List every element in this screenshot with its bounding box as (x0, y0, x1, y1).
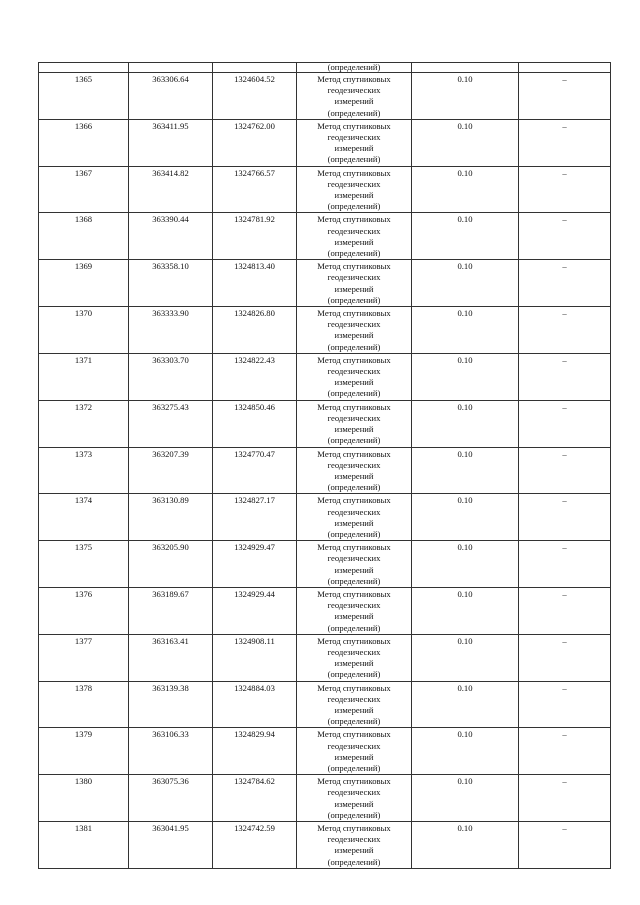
method-line: (определений) (327, 575, 381, 586)
cell-note: – (519, 400, 611, 447)
method-text (299, 729, 409, 774)
method-line: измерений (334, 517, 374, 528)
method-line: измерений (334, 704, 374, 715)
cell-x: 363189.67 (129, 587, 213, 634)
cell-method (297, 166, 412, 213)
method-text (299, 402, 409, 447)
method-line: геодезических (327, 787, 381, 798)
method-line: Метод спутниковых (317, 214, 391, 225)
method-line: геодезических (327, 693, 381, 704)
table-row (39, 260, 611, 307)
cell-accuracy: 0.10 (412, 822, 519, 869)
cell-accuracy: 0.10 (412, 119, 519, 166)
cell-note: – (519, 213, 611, 260)
method-line: (определений) (327, 294, 381, 305)
table-body (39, 63, 611, 869)
method-line: геодезических (327, 132, 381, 143)
method-text (299, 776, 409, 821)
method-line: Метод спутниковых (317, 308, 391, 319)
cell-y: 1324766.57 (213, 166, 297, 213)
method-line: геодезических (327, 834, 381, 845)
method-line: измерений (334, 658, 374, 669)
cell-accuracy: 0.10 (412, 775, 519, 822)
method-line: геодезических (327, 225, 381, 236)
cell-number: 1377 (39, 634, 129, 681)
cell-x: 363390.44 (129, 213, 213, 260)
cell-x: 363333.90 (129, 307, 213, 354)
cell-accuracy: 0.10 (412, 494, 519, 541)
cell-note: – (519, 541, 611, 588)
cell-x: 363041.95 (129, 822, 213, 869)
cell-y: 1324770.47 (213, 447, 297, 494)
cell-number: 1373 (39, 447, 129, 494)
method-line: (определений) (327, 856, 381, 867)
method-text (299, 308, 409, 353)
table-row (39, 541, 611, 588)
method-line: геодезических (327, 646, 381, 657)
method-line: (определений) (327, 341, 381, 352)
cell-method (297, 260, 412, 307)
cell-method (297, 634, 412, 681)
cell-y: 1324827.17 (213, 494, 297, 541)
method-line: геодезических (327, 272, 381, 283)
cell-number: 1375 (39, 541, 129, 588)
cell-x: 363275.43 (129, 400, 213, 447)
cell-accuracy: 0.10 (412, 307, 519, 354)
table-row (39, 353, 611, 400)
method-line: (определений) (327, 762, 381, 773)
method-line: (определений) (327, 716, 381, 727)
cell-y (213, 63, 297, 73)
cell-number: 1366 (39, 119, 129, 166)
cell-number: 1374 (39, 494, 129, 541)
method-text (299, 261, 409, 306)
cell-method (297, 307, 412, 354)
table-row (39, 447, 611, 494)
cell-accuracy (412, 63, 519, 73)
method-line: измерений (334, 377, 374, 388)
cell-method (297, 447, 412, 494)
method-text (299, 823, 409, 868)
cell-note: – (519, 353, 611, 400)
cell-accuracy: 0.10 (412, 400, 519, 447)
table-row (39, 73, 611, 120)
method-line: измерений (334, 190, 374, 201)
cell-y: 1324742.59 (213, 822, 297, 869)
cell-accuracy: 0.10 (412, 541, 519, 588)
method-line: (определений) (327, 528, 381, 539)
method-line: геодезических (327, 600, 381, 611)
cell-y: 1324929.47 (213, 541, 297, 588)
method-line: Метод спутниковых (317, 401, 391, 412)
cell-number: 1367 (39, 166, 129, 213)
cell-x: 363130.89 (129, 494, 213, 541)
cell-y: 1324908.11 (213, 634, 297, 681)
cell-y: 1324929.44 (213, 587, 297, 634)
cell-method (297, 73, 412, 120)
method-line: измерений (334, 470, 374, 481)
method-line: измерений (334, 143, 374, 154)
method-line: Метод спутниковых (317, 448, 391, 459)
cell-number: 1376 (39, 587, 129, 634)
cell-y: 1324829.94 (213, 728, 297, 775)
cell-note: – (519, 166, 611, 213)
cell-method (297, 541, 412, 588)
cell-note: – (519, 307, 611, 354)
table-row (39, 822, 611, 869)
method-line: Метод спутниковых (317, 823, 391, 833)
cell-method (297, 119, 412, 166)
method-line: измерений (334, 845, 374, 856)
cell-x: 363106.33 (129, 728, 213, 775)
cell-note: – (519, 494, 611, 541)
cell-note: – (519, 728, 611, 775)
coordinates-table (38, 62, 611, 869)
method-line: Метод спутниковых (317, 588, 391, 599)
method-text (299, 74, 409, 119)
method-line: измерений (334, 330, 374, 341)
cell-method (297, 587, 412, 634)
cell-method (297, 822, 412, 869)
cell-x: 363075.36 (129, 775, 213, 822)
cell-y: 1324762.00 (213, 119, 297, 166)
table-row (39, 494, 611, 541)
method-text (299, 121, 409, 166)
table-row (39, 775, 611, 822)
method-line: Метод спутниковых (317, 354, 391, 365)
cell-method (297, 681, 412, 728)
cell-accuracy: 0.10 (412, 681, 519, 728)
cell-y: 1324850.46 (213, 400, 297, 447)
method-line: измерений (334, 751, 374, 762)
method-line: геодезических (327, 740, 381, 751)
method-line: Метод спутниковых (317, 776, 391, 787)
method-line: (определений) (327, 107, 381, 118)
cell-note: – (519, 775, 611, 822)
cell-x: 363303.70 (129, 353, 213, 400)
cell-note: – (519, 119, 611, 166)
cell-number: 1371 (39, 353, 129, 400)
method-line: (определений) (327, 388, 381, 399)
method-text (299, 636, 409, 681)
method-line: Метод спутниковых (317, 729, 391, 740)
cell-number: 1379 (39, 728, 129, 775)
cell-number: 1381 (39, 822, 129, 869)
table-row (39, 681, 611, 728)
method-line: (определений) (327, 154, 381, 165)
method-line: геодезических (327, 506, 381, 517)
table-row (39, 400, 611, 447)
cell-note: – (519, 260, 611, 307)
method-line: геодезических (327, 319, 381, 330)
method-line: Метод спутниковых (317, 74, 391, 84)
method-line: (определений) (327, 669, 381, 680)
table-row (39, 166, 611, 213)
method-line: геодезических (327, 85, 381, 96)
method-line: геодезических (327, 412, 381, 423)
method-text (299, 355, 409, 400)
continuation-row (39, 63, 611, 73)
method-line: (определений) (327, 435, 381, 446)
method-line: (определений) (327, 201, 381, 212)
method-line: измерений (334, 564, 374, 575)
method-line: геодезических (327, 178, 381, 189)
cell-x (129, 63, 213, 73)
cell-note: – (519, 634, 611, 681)
cell-y: 1324604.52 (213, 73, 297, 120)
cell-method (297, 213, 412, 260)
cell-method: (определений) (297, 63, 412, 73)
cell-number: 1380 (39, 775, 129, 822)
cell-x: 363163.41 (129, 634, 213, 681)
cell-y: 1324813.40 (213, 260, 297, 307)
table-row (39, 213, 611, 260)
cell-number: 1372 (39, 400, 129, 447)
cell-accuracy: 0.10 (412, 213, 519, 260)
method-line: (определений) (327, 248, 381, 259)
method-line: измерений (334, 283, 374, 294)
cell-x: 363205.90 (129, 541, 213, 588)
method-text (299, 214, 409, 259)
method-text (299, 683, 409, 728)
cell-number: 1369 (39, 260, 129, 307)
cell-note: – (519, 681, 611, 728)
method-text (299, 495, 409, 540)
cell-x: 363358.10 (129, 260, 213, 307)
document-page (38, 62, 610, 869)
method-line: геодезических (327, 459, 381, 470)
cell-note: – (519, 587, 611, 634)
method-line: Метод спутниковых (317, 682, 391, 693)
cell-x: 363139.38 (129, 681, 213, 728)
table-row (39, 587, 611, 634)
table-row (39, 634, 611, 681)
method-line: Метод спутниковых (317, 542, 391, 553)
method-line: геодезических (327, 366, 381, 377)
method-line: Метод спутниковых (317, 167, 391, 178)
cell-accuracy: 0.10 (412, 166, 519, 213)
method-line: Метод спутниковых (317, 635, 391, 646)
cell-accuracy: 0.10 (412, 634, 519, 681)
cell-method (297, 353, 412, 400)
cell-note: – (519, 822, 611, 869)
cell-number (39, 63, 129, 73)
cell-method (297, 775, 412, 822)
cell-number: 1365 (39, 73, 129, 120)
method-line: Метод спутниковых (317, 120, 391, 131)
method-text (299, 449, 409, 494)
cell-method (297, 494, 412, 541)
cell-accuracy: 0.10 (412, 73, 519, 120)
table-row (39, 119, 611, 166)
cell-number: 1368 (39, 213, 129, 260)
cell-x: 363411.95 (129, 119, 213, 166)
cell-y: 1324781.92 (213, 213, 297, 260)
cell-y: 1324822.43 (213, 353, 297, 400)
method-line: (определений) (327, 482, 381, 493)
cell-y: 1324826.80 (213, 307, 297, 354)
method-line: (определений) (327, 809, 381, 820)
cell-number: 1370 (39, 307, 129, 354)
method-line: (определений) (327, 622, 381, 633)
cell-x: 363414.82 (129, 166, 213, 213)
cell-accuracy: 0.10 (412, 728, 519, 775)
cell-method (297, 400, 412, 447)
method-text (299, 589, 409, 634)
method-line: геодезических (327, 553, 381, 564)
method-line: Метод спутниковых (317, 495, 391, 506)
method-line: измерений (334, 236, 374, 247)
cell-x: 363207.39 (129, 447, 213, 494)
cell-y: 1324784.62 (213, 775, 297, 822)
table-row (39, 307, 611, 354)
cell-accuracy: 0.10 (412, 587, 519, 634)
method-line: измерений (334, 424, 374, 435)
cell-accuracy: 0.10 (412, 353, 519, 400)
cell-method (297, 728, 412, 775)
method-line: измерений (334, 611, 374, 622)
cell-note (519, 63, 611, 73)
method-line: Метод спутниковых (317, 261, 391, 272)
cell-accuracy: 0.10 (412, 447, 519, 494)
cell-number: 1378 (39, 681, 129, 728)
cell-note: – (519, 73, 611, 120)
cell-note: – (519, 447, 611, 494)
method-line: измерений (334, 798, 374, 809)
method-text (299, 542, 409, 587)
cell-accuracy: 0.10 (412, 260, 519, 307)
method-line: измерений (334, 96, 374, 107)
table-row (39, 728, 611, 775)
cell-y: 1324884.03 (213, 681, 297, 728)
method-text (299, 168, 409, 213)
cell-x: 363306.64 (129, 73, 213, 120)
